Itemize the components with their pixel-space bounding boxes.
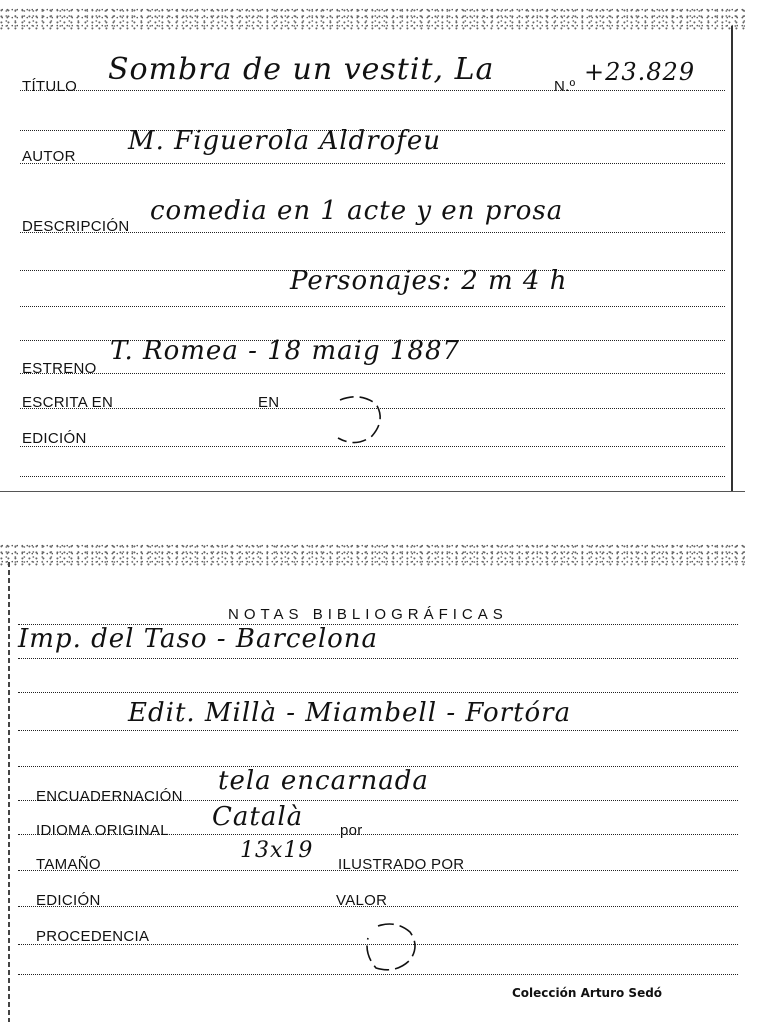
- titulo-value: Sombra de un vestit, La: [108, 52, 495, 87]
- punch-hole-mark: [320, 390, 390, 450]
- por-label: por: [340, 822, 363, 839]
- en-label: EN: [258, 394, 280, 411]
- note-line-2: Edit. Millà - Miambell - Fortóra: [128, 698, 572, 728]
- catalog-card-main: [0, 8, 745, 492]
- edicion-label-notes: EDICIÓN: [36, 892, 101, 909]
- scan-noise-band: [0, 8, 745, 30]
- notas-heading: NOTAS BIBLIOGRÁFICAS: [228, 606, 508, 623]
- card-edge: [731, 26, 733, 492]
- tamano-value: 13x19: [240, 838, 314, 863]
- escrita-en-label: ESCRITA EN: [22, 394, 114, 411]
- idioma-label: IDIOMA ORIGINAL: [36, 822, 169, 839]
- catalog-card-notes: [0, 544, 745, 1022]
- collection-credit: Colección Arturo Sedó: [512, 986, 663, 1000]
- valor-label: VALOR: [336, 892, 388, 909]
- edicion-label: EDICIÓN: [22, 430, 87, 447]
- tamano-label: TAMAÑO: [36, 856, 101, 873]
- numero-value: +23.829: [584, 58, 696, 86]
- note-line-1: Imp. del Taso - Barcelona: [18, 624, 379, 654]
- titulo-label: TÍTULO: [22, 78, 78, 95]
- numero-label: N.º: [554, 78, 576, 95]
- descripcion-label: DESCRIPCIÓN: [22, 218, 130, 235]
- encuadernacion-value: tela encarnada: [218, 766, 429, 796]
- card-left-edge: [8, 562, 10, 1022]
- estreno-value: T. Romea - 18 maig 1887: [110, 336, 461, 366]
- autor-label: AUTOR: [22, 148, 76, 165]
- ilustrado-label: ILUSTRADO POR: [338, 856, 465, 873]
- card-bottom-edge: [0, 491, 745, 492]
- estreno-label: ESTRENO: [22, 360, 97, 377]
- idioma-value: Català: [212, 802, 304, 832]
- procedencia-label: PROCEDENCIA: [36, 928, 150, 945]
- punch-hole-mark: [356, 918, 426, 978]
- encuadernacion-label: ENCUADERNACIÓN: [36, 788, 183, 805]
- personajes-value: Personajes: 2 m 4 h: [290, 266, 568, 296]
- scan-noise-band: [0, 544, 745, 566]
- descripcion-value: comedia en 1 acte y en prosa: [150, 196, 564, 226]
- autor-value: M. Figuerola Aldrofeu: [128, 126, 442, 156]
